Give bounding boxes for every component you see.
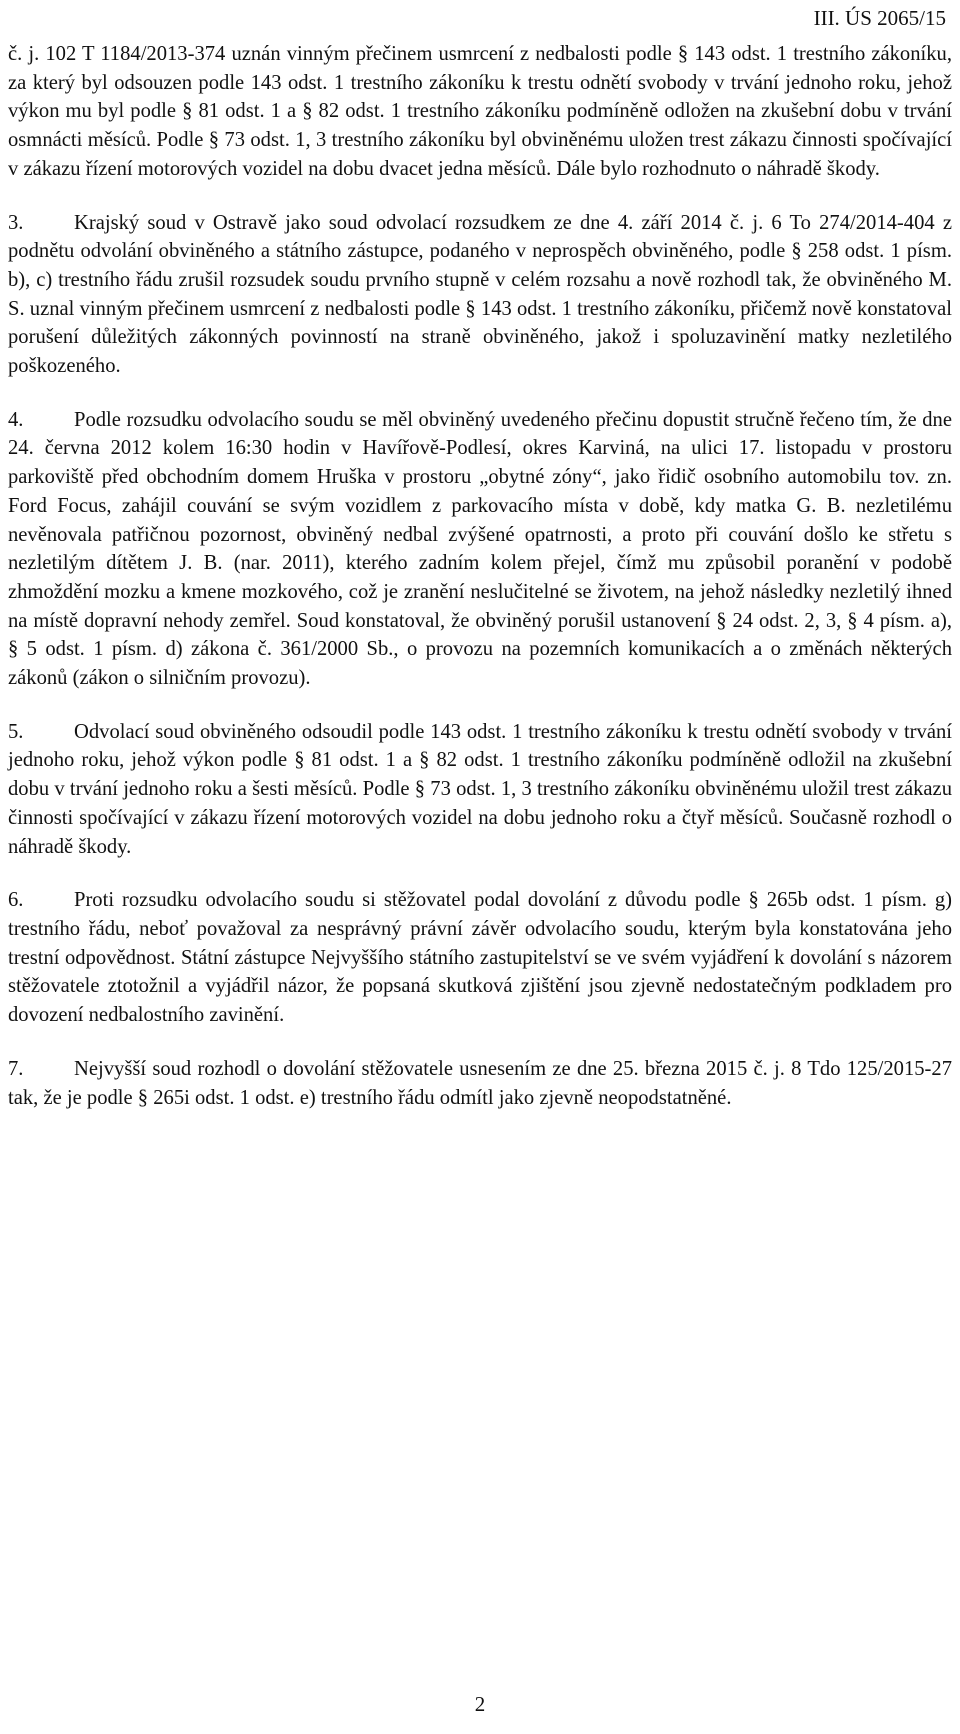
paragraph-6 bbox=[8, 886, 952, 1030]
paragraph-text: Krajský soud v Ostravě jako soud odvolací rozsudkem ze dne 4. září 2014 č. j. 6 To 274/2014-404 z podnětu odvolání obviněného a státního zástupce, podaného v neprospěch obviněného, podle § 258 odst. 1 písm. b), c) trestního řádu zrušil rozsudek soudu prvního stupně v celém rozsahu a nově rozhodl tak, že obviněného M. S. uznal vinným přečinem usmrcení z nedbalosti podle § 143 odst. 1 trestního zákoníku, přičemž nově konstatoval porušení důležitých zákonných povinností na straně obviněného, jakož i spoluzavinění matky nezletilého poškozeného. bbox=[8, 211, 952, 378]
paragraph-number: 3. bbox=[8, 211, 24, 234]
page-number: 2 bbox=[474, 1692, 486, 1716]
paragraph-5 bbox=[8, 718, 952, 862]
paragraph-text: Podle rozsudku odvolacího soudu se měl obviněný uvedeného přečinu dopustit stručně řečeno tím, že dne 24. června 2012 kolem 16:30 hodin v Havířově-Podlesí, okres Karviná, na ulici 17. listopadu v prostoru parkoviště před obchodním domem Hruška v prostoru „obytné zóny“, jako řidič osobního automobilu tov. zn. Ford Focus, zahájil couvání se svým vozidlem z parkovacího místa v době, kdy matka G. B. nezletilému nevěnovala patřičnou pozornost, obviněný nedbal zvýšené opatrnosti, a proto při couvání došlo ke střetu s nezletilým dítětem J. B. (nar. 2011), kterého zadním kolem přejel, čímž mu způsobil poranění v podobě zhmoždění mozku a kmene mozkového, což je zranění neslučitelné se životem, na jehož následky nezletilý ihned na místě dopravní nehody zemřel. Soud konstatoval, že obviněný porušil ustanovení § 24 odst. 2, 3, § 4 písm. a), § 5 odst. 1 písm. d) zákona č. 361/2000 Sb., o provozu na pozemních komunikacích a o změnách některých zákonů (zákon o silničním provozu). bbox=[8, 408, 952, 690]
paragraph-number: 5. bbox=[8, 720, 24, 743]
paragraph-text: č. j. 102 T 1184/2013-374 uznán vinným přečinem usmrcení z nedbalosti podle § 143 odst. 1 trestního zákoníku, za který byl odsouzen podle 143 odst. 1 trestního zákoníku k trestu odnětí svobody v trvání jednoho roku, jehož výkon mu byl podle § 81 odst. 1 a § 82 odst. 1 trestního zákoníku podmíněně odložen na zkušební dobu v trvání osmnácti měsíců. Podle § 73 odst. 1, 3 trestního zákoníku byl obviněnému uložen trest zákazu činnosti spočívající v zákazu řízení motorových vozidel na dobu dvacet jedna měsíců. Dále bylo rozhodnuto o náhradě škody. bbox=[8, 43, 952, 180]
paragraph-number: 6. bbox=[8, 889, 24, 912]
paragraph-text: Odvolací soud obviněného odsoudil podle 143 odst. 1 trestního zákoníku k trestu odnětí svobody v trvání jednoho roku, jehož výkon podle § 81 odst. 1 a § 82 odst. 1 trestního zákoníku podmíněně odložil na zkušební dobu v trvání jednoho roku a šesti měsíců. Podle § 73 odst. 1, 3 trestního zákoníku obviněnému uložil trest zákazu činnosti spočívající v zákazu řízení motorových vozidel na dobu jednoho roku a čtyř měsíců. Současně rozhodl o náhradě škody. bbox=[8, 720, 952, 858]
paragraph-text: Proti rozsudku odvolacího soudu si stěžovatel podal dovolání z důvodu podle § 265b odst. 1 písm. g) trestního řádu, neboť považoval za nesprávný právní závěr odvolacího soudu, kterým byla konstatována jeho trestní odpovědnost. Státní zástupce Nejvyššího státního zastupitelství se ve svém vyjádření k dovolání s názorem stěžovatele ztotožnil a vyjádřil názor, že popsaná skutková zjištění jsou zjevně nedostatečným podkladem pro dovození nedbalostního zavinění. bbox=[8, 889, 952, 1027]
paragraph-text: Nejvyšší soud rozhodl o dovolání stěžovatele usnesením ze dne 25. března 2015 č. j. 8 Tdo 125/2015-27 tak, že je podle § 265i odst. 1 odst. e) trestního řádu odmítl jako zjevně neopodstatněné. bbox=[8, 1057, 952, 1109]
paragraph-number: 7. bbox=[8, 1057, 24, 1080]
paragraph-3 bbox=[8, 209, 952, 381]
paragraph-2-continued bbox=[8, 40, 952, 184]
paragraph-number: 4. bbox=[8, 408, 24, 431]
paragraph-7 bbox=[8, 1055, 952, 1112]
case-number-header: III. ÚS 2065/15 bbox=[813, 6, 946, 30]
paragraph-4 bbox=[8, 406, 952, 693]
document-body bbox=[8, 40, 952, 1137]
